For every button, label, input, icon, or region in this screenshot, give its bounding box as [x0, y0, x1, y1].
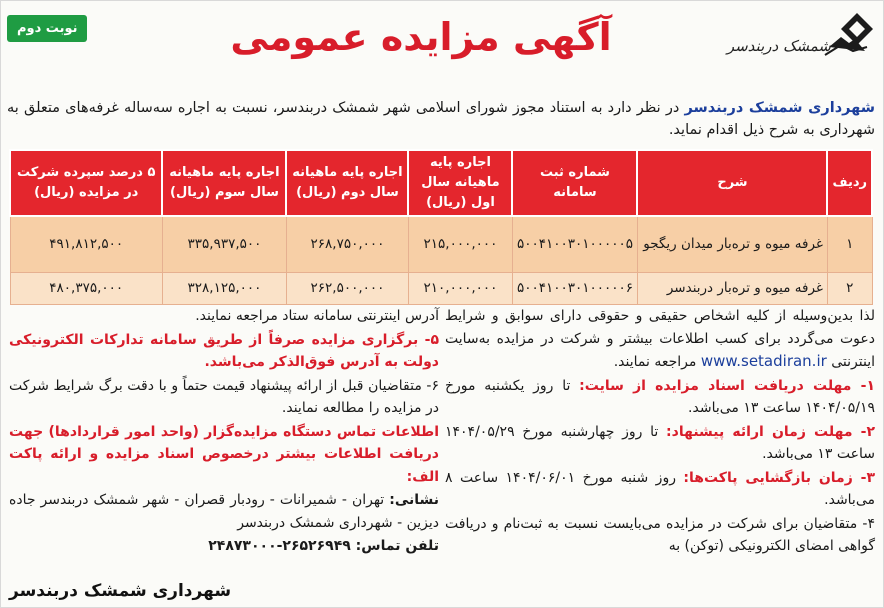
item-1	[445, 375, 875, 420]
setadiran-link[interactable]: www.setadiran.ir	[700, 352, 827, 370]
col-header: اجاره پایه ماهیانه سال اول (ریال)	[408, 150, 512, 216]
table-cell: غرفه میوه و تره‌بار دربندسر	[637, 272, 827, 304]
table-cell: ۲۶۸,۷۵۰,۰۰۰	[286, 216, 408, 272]
col-header: اجاره پایه ماهیانه سال سوم (ریال)	[162, 150, 286, 216]
col-header: شماره ثبت سامانه	[512, 150, 637, 216]
conditions-column-right	[445, 305, 875, 559]
table-cell: ۵۰۰۴۱۰۰۳۰۱۰۰۰۰۰۶	[512, 272, 637, 304]
item-4-continued: آدرس اینترنتی سامانه ستاد مراجعه نمایند.	[195, 308, 439, 324]
table-header-row	[10, 150, 872, 216]
table-row	[10, 216, 872, 272]
col-header: ردیف	[827, 150, 872, 216]
item-2	[445, 421, 875, 466]
page-title: آگهی مزایده عمومی	[230, 15, 612, 59]
phone-number: ۲۶۵۲۶۹۴۹-۲۴۸۷۳۰۰۰	[208, 538, 356, 554]
item-6: ۶- متقاضیان قبل از ارائه پیشنهاد قیمت حتماً و با دقت برگ شرایط شرکت در مزایده را مطالعه نمایند.	[9, 377, 439, 416]
invitation-text: لذا بدین‌وسیله از کلیه اشخاص حقیقی و حقوقی دارای سوابق و شرایط دعوت می‌گردد برای کسب اطلاعات بیشتر و شرکت در مزایده به‌سایت اینترنتی	[445, 308, 875, 370]
col-header: اجاره پایه ماهیانه سال دوم (ریال)	[286, 150, 408, 216]
intro-paragraph	[7, 97, 875, 141]
table-cell: ۵۰۰۴۱۰۰۳۰۱۰۰۰۰۰۵	[512, 216, 637, 272]
item-2-text: تا روز چهارشنبه مورخ ۱۴۰۴/۰۵/۲۹ ساعت ۱۳ می‌باشد.	[445, 423, 875, 462]
intro-text: در نظر دارد به استناد مجوز شورای اسلامی شهر شمشک دربندسر، نسبت به اجاره سه‌ساله غرفه‌های متعلق به شهرداری به شرح ذیل اقدام نماید.	[7, 100, 875, 138]
item-3-label: ۳- زمان بازگشایی پاکت‌ها:	[683, 469, 876, 486]
table-row	[10, 272, 872, 304]
col-header: ۵ درصد سپرده شرکت در مزایده (ریال)	[10, 150, 162, 216]
table-cell: ۴۸۰,۳۷۵,۰۰۰	[10, 272, 162, 304]
contact-title: اطلاعات تماس دستگاه مزایده‌گزار (واحد امور قراردادها) جهت دریافت اطلاعات بیشتر درخصوص اسناد مزایده و ارائه پاکت الف:	[9, 423, 439, 485]
invitation-text-end: مراجعه نمایند.	[613, 354, 701, 370]
address-text: تهران - شمیرانات - رودبار قصران - شهر شمشک دربندسر جاده دیزین - شهرداری شمشک دربندسر	[9, 492, 439, 531]
municipality-logo	[725, 7, 875, 87]
conditions-column-left	[9, 305, 439, 559]
organization-name: شهرداری شمشک دربندسر	[684, 100, 876, 116]
table-cell: ۳۲۸,۱۲۵,۰۰۰	[162, 272, 286, 304]
item-4: ۴- متقاضیان برای شرکت در مزایده می‌بایست نسبت به ثبت‌نام و دریافت گواهی امضای الکترونیکی (توکن) به	[445, 515, 875, 554]
item-1-label: ۱- مهلت دریافت اسناد مزایده از سایت:	[579, 377, 875, 394]
address-label: نشانی:	[389, 492, 439, 508]
table-cell: ۱	[827, 216, 872, 272]
auction-table	[9, 149, 873, 305]
phone-label: تلفن تماس:	[355, 538, 439, 554]
item-2-label: ۲- مهلت زمان ارائه پیشنهاد:	[666, 423, 875, 440]
item-5-text: ۵- برگزاری مزایده صرفاً از طریق سامانه تدارکات الکترونیکی دولت به آدرس فوق‌الذکر می‌باشد.	[9, 331, 439, 370]
table-cell: ۲۱۰,۰۰۰,۰۰۰	[408, 272, 512, 304]
item-1-text: تا روز یکشنبه مورخ ۱۴۰۴/۰۵/۱۹ ساعت ۱۳ می‌باشد.	[445, 377, 875, 416]
item-3-text: روز شنبه مورخ ۱۴۰۴/۰۶/۰۱ ساعت ۸ می‌باشد.	[445, 469, 875, 508]
table-cell: ۲۶۲,۵۰۰,۰۰۰	[286, 272, 408, 304]
signature: شهرداری شمشک دربندسر	[9, 581, 232, 601]
col-header: شرح	[637, 150, 827, 216]
table-cell: ۴۹۱,۸۱۲,۵۰۰	[10, 216, 162, 272]
table-cell: ۲	[827, 272, 872, 304]
address	[9, 489, 439, 534]
table-cell: غرفه میوه و تره‌بار میدان ریگجو	[637, 216, 827, 272]
item-3	[445, 467, 875, 512]
item-5	[9, 329, 439, 374]
round-badge: نوبت دوم	[7, 15, 87, 42]
table-cell: ۲۱۵,۰۰۰,۰۰۰	[408, 216, 512, 272]
phone	[9, 535, 439, 558]
invitation-paragraph	[445, 305, 875, 374]
table-cell: ۳۳۵,۹۳۷,۵۰۰	[162, 216, 286, 272]
logo-text: شمشک دربندسر	[726, 37, 831, 55]
